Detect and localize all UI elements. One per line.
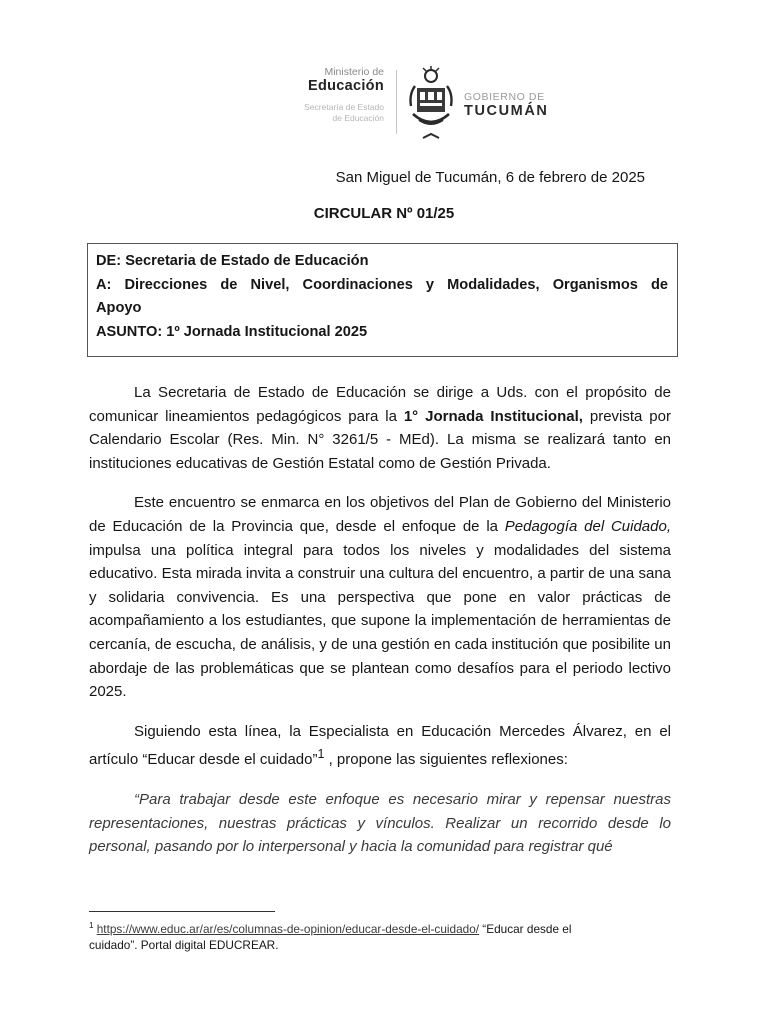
secretariat-line-1: Secretaría de Estado	[304, 102, 384, 112]
ministry-small-label: Ministerio de	[324, 66, 384, 78]
paragraph-3-text-a: Siguiendo esta línea, la Especialista en Educación Mercedes Álvarez, en el artículo “Educar desde el cuidado”	[89, 722, 671, 769]
paragraph-1-text-b: prevista por Calendario Escolar (Res. Min. N° 3261/5 - MEd). La misma se realizará tanto en instituciones educativas de Gestión Estatal como de Gestión Privada.	[89, 407, 671, 472]
footnote	[89, 918, 669, 953]
footnote-text-b: cuidado”. Portal digital EDUCREAR.	[89, 937, 279, 952]
quote-text: “Para trabajar desde este enfoque es necesario mirar y repensar nuestras representaciones, nuestras prácticas y vínculos. Realizar un recorrido desde lo personal, pasando por lo interpersonal y hacia la comunidad para registrar qué	[89, 790, 671, 856]
letterhead-divider	[396, 70, 397, 134]
footnote-reference: 1	[317, 747, 325, 762]
paragraph-1	[89, 381, 671, 475]
footnote-text-a: “Educar desde el	[479, 921, 572, 936]
header-info-box	[87, 243, 678, 357]
government-label: GOBIERNO DE	[464, 91, 545, 103]
paragraph-1-bold: 1° Jornada Institucional,	[403, 407, 583, 425]
body-text	[89, 381, 671, 859]
ministry-name: Educación	[307, 78, 384, 94]
paragraph-3-text-b: , propone las siguientes reflexiones:	[324, 751, 568, 769]
footnote-rule	[89, 911, 275, 912]
paragraph-1-text-a: La Secretaria de Estado de Educación se dirige a Uds. con el propósito de comunicar lineamientos pedagógicos para la	[89, 384, 671, 425]
tucuman-seal-icon	[405, 66, 457, 144]
circular-number: CIRCULAR Nº 01/25	[313, 205, 455, 222]
from-line: DE: Secretaria de Estado de Educación	[96, 253, 369, 269]
quote-paragraph	[89, 788, 671, 859]
province-name: TUCUMÁN	[464, 103, 549, 119]
document-date: San Miguel de Tucumán, 6 de febrero de 2025	[335, 169, 645, 186]
ministry-logo-text	[258, 66, 384, 124]
paragraph-2-text-b: impulsa una política integral para todos los niveles y modalidades del sistema educativo. Esta mirada invita a construir una cultura del encuentro, a partir de una sana y solidaria convivencia. Es una perspectiva que pone en valor prácticas de acompañamiento a los estudiantes, que supone la implementación de herramientas de cercanía, de escucha, de análisis, y de una gestión en cada institución que posibilite un abordaje de las problemáticas que se plantean como desafíos para el periodo lectivo 2025.	[89, 541, 671, 701]
secretariat-line-2: de Educación	[332, 113, 384, 123]
paragraph-2-text-a: Este encuentro se enmarca en los objetivos del Plan de Gobierno del Ministerio de Educación de la Provincia que, desde el enfoque de la	[89, 494, 671, 535]
paragraph-2-italic: Pedagogía del Cuidado,	[504, 517, 671, 535]
footnote-number: 1	[89, 921, 94, 930]
subject-line: ASUNTO: 1º Jornada Institucional 2025	[96, 323, 368, 340]
paragraph-3	[89, 720, 671, 772]
to-line-1: A: Direcciones de Nivel, Coordinaciones y Modalidades, Organismos de	[96, 276, 668, 293]
government-logo-text	[464, 91, 549, 120]
to-line-2: Apoyo	[96, 300, 142, 316]
footnote-link[interactable]: https://www.educ.ar/ar/es/columnas-de-opinion/educar-desde-el-cuidado/	[96, 921, 480, 936]
paragraph-2	[89, 491, 671, 703]
